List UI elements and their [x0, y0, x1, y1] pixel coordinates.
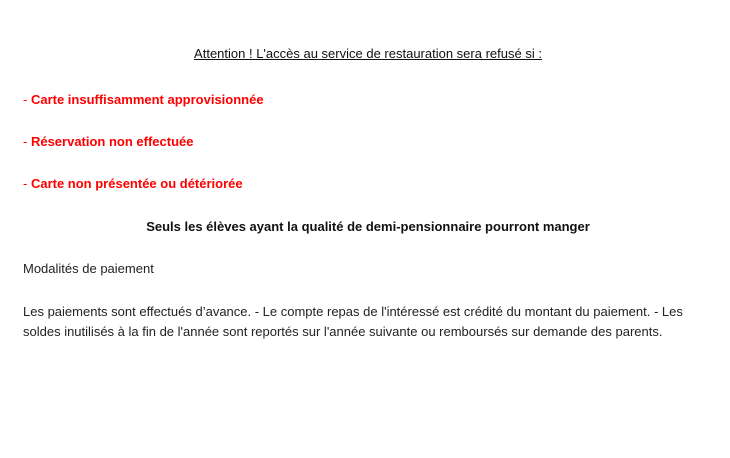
bullet-dash: -: [23, 134, 31, 149]
bullet-dash: -: [23, 176, 31, 191]
refusal-condition-item: [23, 176, 243, 191]
refusal-condition-text: Réservation non effectuée: [30, 134, 194, 149]
attention-heading: Attention ! L'accès au service de restauration sera refusé si :: [194, 46, 542, 61]
refusal-condition-item: [23, 134, 194, 149]
refusal-condition-text: Carte non présentée ou détériorée: [30, 176, 243, 191]
refusal-condition-item: [23, 92, 264, 107]
payment-description: Les paiements sont effectués d’avance. - Le compte repas de l'intéressé est crédité du montant du paiement. - Les soldes inutilisés à la fin de l'année sont reportés sur l'année suivante ou remboursés sur demande des parents.: [23, 304, 683, 339]
refusal-condition-text: Carte insuffisamment approvisionnée: [30, 92, 264, 107]
bullet-dash: -: [23, 92, 31, 107]
payment-section-title: Modalités de paiement: [23, 261, 154, 276]
demi-pensionnaire-notice: Seuls les élèves ayant la qualité de demi-pensionnaire pourront manger: [146, 219, 590, 234]
